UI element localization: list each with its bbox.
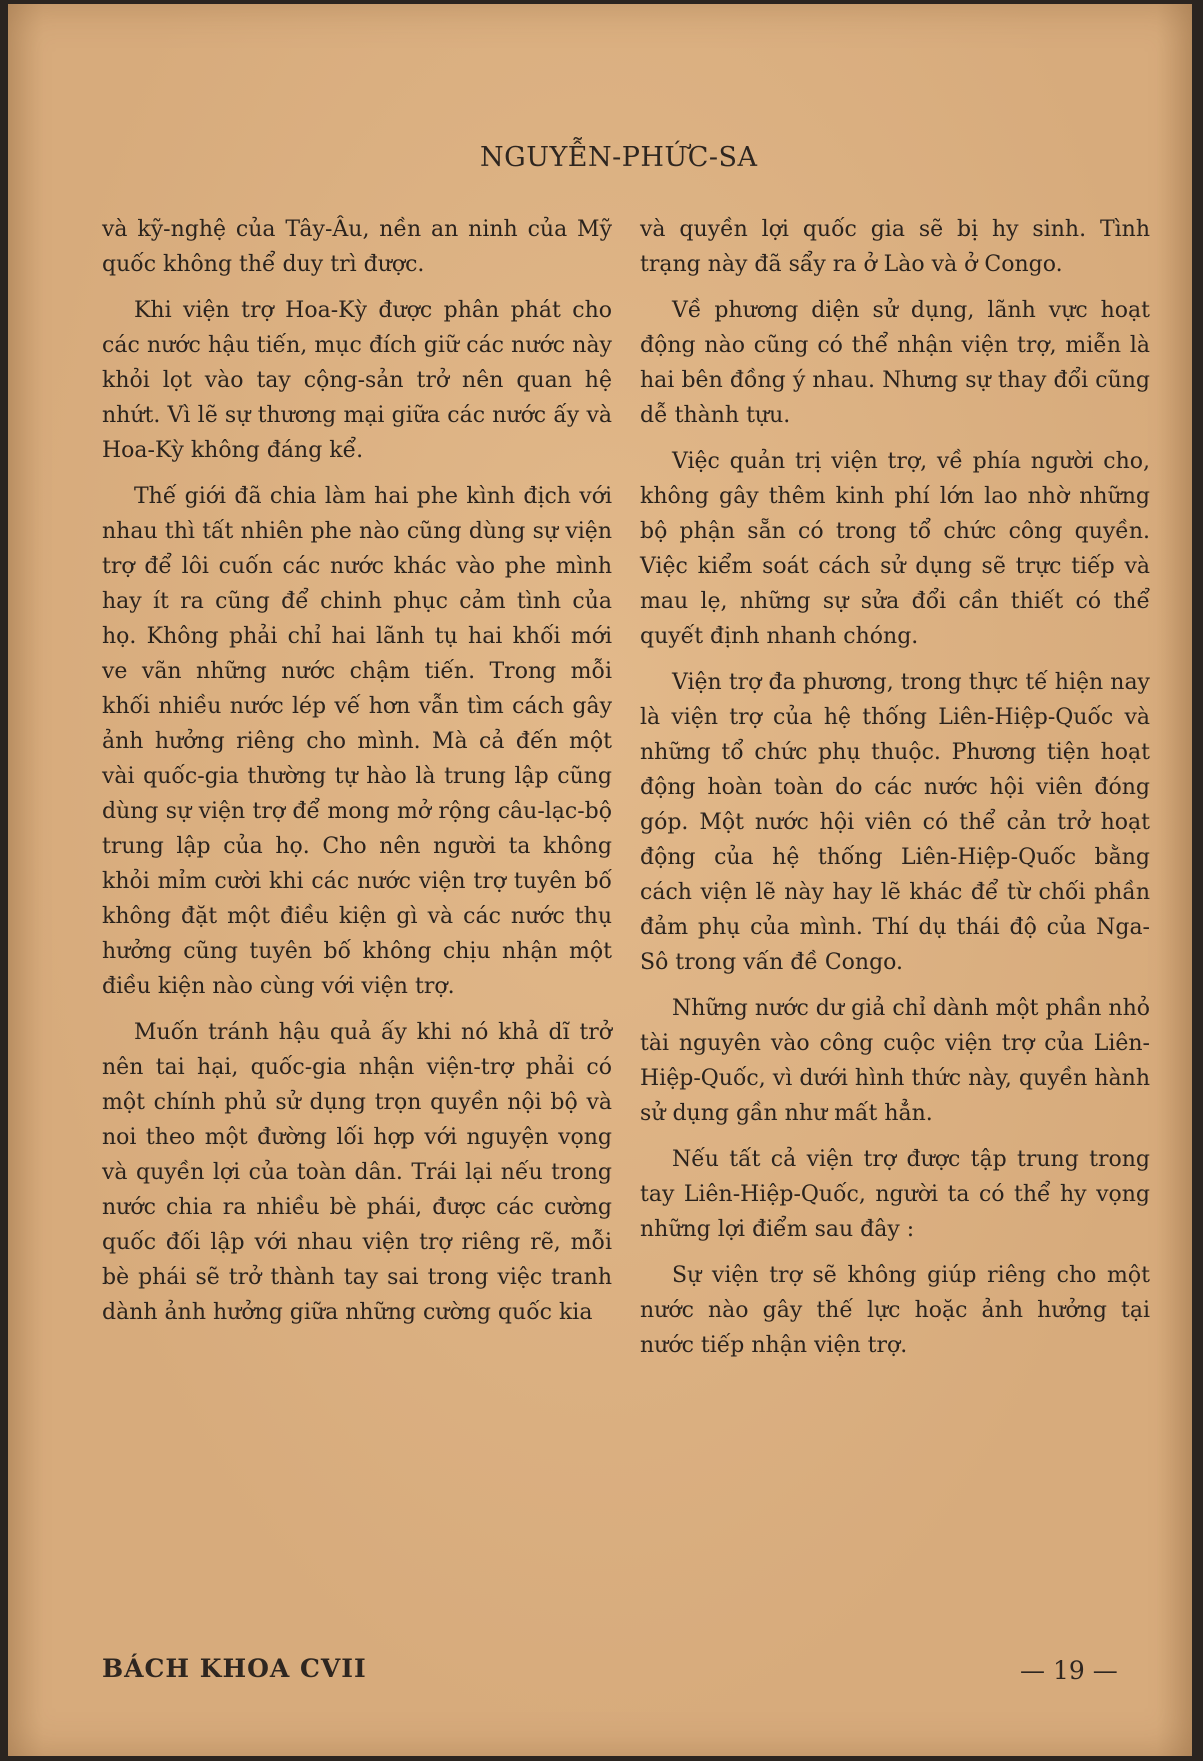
- paragraph: và quyền lợi quốc gia sẽ bị hy sinh. Tình trạng này đã sẩy ra ở Lào và ở Congo.: [640, 217, 1150, 277]
- paragraph: Những nước dư giả chỉ dành một phần nhỏ tài nguyên vào công cuộc viện trợ của Liên-Hiệp-Quốc, vì dưới hình thức này, quyền hành sử dụng gần như mất hẳn.: [640, 996, 1150, 1126]
- running-head-author: NGUYỄN-PHỨC-SA: [480, 142, 758, 173]
- paragraph: Thế giới đã chia làm hai phe kình địch với nhau thì tất nhiên phe nào cũng dùng sự viện trợ để lôi cuốn các nước khác vào phe mình hay ít ra cũng để chinh phục cảm tình của họ. Không phải chỉ hai lãnh tụ hai khối mới ve vãn những nước chậm tiến. Trong mỗi khối nhiều nước lép vế hơn vẫn tìm cách gây ảnh hưởng riêng cho mình. Mà cả đến một vài quốc-gia thường tự hào là trung lập cũng dùng sự viện trợ để mong mở rộng câu-lạc-bộ trung lập của họ. Cho nên người ta không khỏi mỉm cười khi các nước viện trợ tuyên bố không đặt một điều kiện gì và các nước thụ hưởng cũng tuyên bố không chịu nhận một điều kiện nào cùng với viện trợ.: [102, 484, 612, 999]
- left-column: [102, 212, 612, 1341]
- paragraph: Viện trợ đa phương, trong thực tế hiện nay là viện trợ của hệ thống Liên-Hiệp-Quốc và những tổ chức phụ thuộc. Phương tiện hoạt động hoàn toàn do các nước hội viên đóng góp. Một nước hội viên có thể cản trở hoạt động của hệ thống Liên-Hiệp-Quốc bằng cách viện lẽ này hay lẽ khác để từ chối phần đảm phụ của mình. Thí dụ thái độ của Nga-Sô trong vấn đề Congo.: [640, 670, 1150, 975]
- paragraph: Về phương diện sử dụng, lãnh vực hoạt động nào cũng có thể nhận viện trợ, miễn là hai bên đồng ý nhau. Nhưng sự thay đổi cũng dễ thành tựu.: [640, 298, 1150, 428]
- paragraph: và kỹ-nghệ của Tây-Âu, nền an ninh của Mỹ quốc không thể duy trì được.: [102, 217, 612, 277]
- footer-publication: BÁCH KHOA CVII: [102, 1654, 367, 1683]
- footer-page-number: — 19 —: [1020, 1656, 1118, 1685]
- paragraph: Khi viện trợ Hoa-Kỳ được phân phát cho các nước hậu tiến, mục đích giữ các nước này khỏi lọt vào tay cộng-sản trở nên quan hệ nhứt. Vì lẽ sự thương mại giữa các nước ấy và Hoa-Kỳ không đáng kể.: [102, 298, 612, 463]
- paragraph: Sự viện trợ sẽ không giúp riêng cho một nước nào gây thế lực hoặc ảnh hưởng tại nước tiếp nhận viện trợ.: [640, 1263, 1150, 1358]
- paragraph: Nếu tất cả viện trợ được tập trung trong tay Liên-Hiệp-Quốc, người ta có thể hy vọng những lợi điểm sau đây :: [640, 1147, 1150, 1242]
- right-column: [640, 212, 1150, 1374]
- magazine-page: [8, 4, 1192, 1756]
- paragraph: Muốn tránh hậu quả ấy khi nó khả dĩ trở nên tai hại, quốc-gia nhận viện-trợ phải có một chính phủ sử dụng trọn quyền nội bộ và noi theo một đường lối hợp với nguyện vọng và quyền lợi của toàn dân. Trái lại nếu trong nước chia ra nhiều bè phái, được các cường quốc đối lập với nhau viện trợ riêng rẽ, mỗi bè phái sẽ trở thành tay sai trong việc tranh dành ảnh hưởng giữa những cường quốc kia: [102, 1020, 612, 1325]
- paragraph: Việc quản trị viện trợ, về phía người cho, không gây thêm kinh phí lớn lao nhờ những bộ phận sẵn có trong tổ chức công quyền. Việc kiểm soát cách sử dụng sẽ trực tiếp và mau lẹ, những sự sửa đổi cần thiết có thể quyết định nhanh chóng.: [640, 449, 1150, 649]
